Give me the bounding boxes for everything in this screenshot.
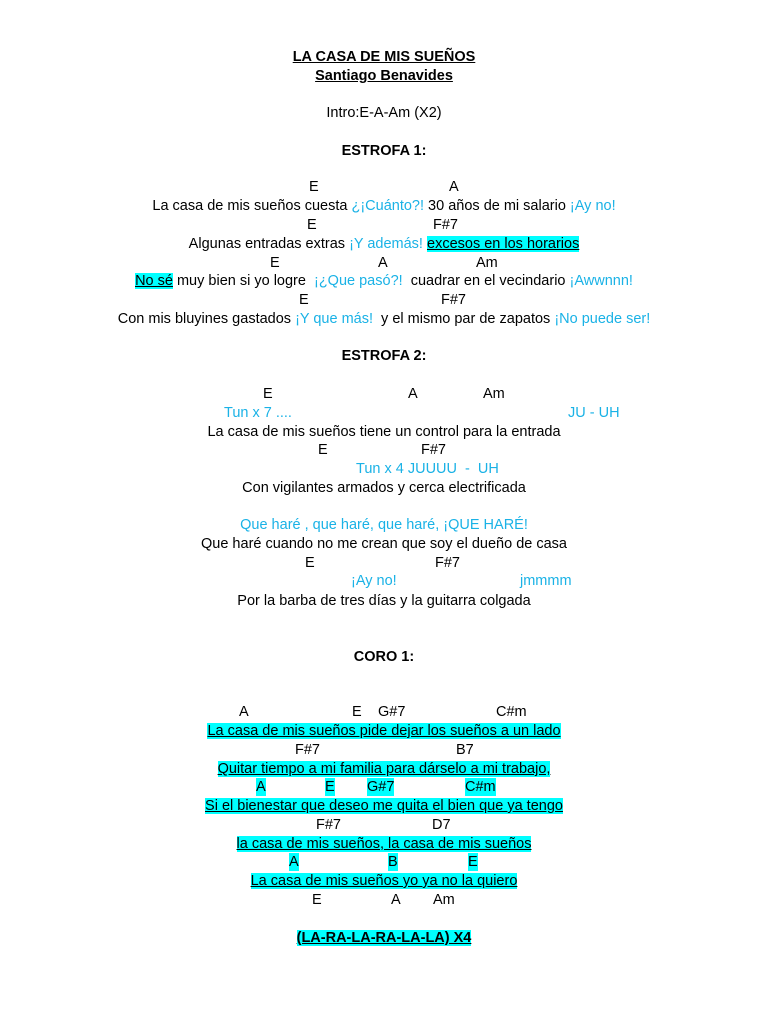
chord: A (408, 386, 418, 402)
chord: E (305, 555, 315, 571)
chord: A (289, 854, 299, 870)
chord: E (309, 179, 319, 195)
chord: D7 (432, 817, 451, 833)
chord: Am (433, 892, 455, 908)
section-heading-estrofa-1: ESTROFA 1: (341, 143, 427, 159)
chord: Am (483, 386, 505, 402)
vocal-cue: Que haré , que haré, que haré, ¡QUE HARÉ! (240, 517, 528, 533)
vocal-cue: jmmmm (520, 573, 572, 589)
lyric-line: La casa de mis sueños tiene un control para la entrada (207, 424, 561, 440)
vocal-cue: Tun x 7 .... (224, 405, 292, 421)
chord: E (352, 704, 362, 720)
song-title: LA CASA DE MIS SUEÑOS (292, 49, 476, 65)
lyric-line: La casa de mis sueños yo ya no la quiero (250, 873, 518, 889)
chord: F#7 (295, 742, 320, 758)
vocal-cue: ¡Ay no! (351, 573, 397, 589)
chord: F#7 (433, 217, 458, 233)
chord: E (468, 854, 478, 870)
lyric-line: La casa de mis sueños cuesta ¿¡Cuánto?! 30 años de mi salario ¡Ay no! (152, 198, 616, 214)
lyric-line: Si el bienestar que deseo me quita el bien que ya tengo (205, 798, 563, 814)
chord: A (239, 704, 249, 720)
lyric-line: No sé muy bien si yo logre ¡¿Que pasó?! cuadrar en el vecindario ¡Awwnnn! (135, 273, 633, 289)
intro-line: Intro:E-A-Am (X2) (326, 105, 442, 121)
chord: B (388, 854, 398, 870)
chord: G#7 (367, 779, 395, 795)
chord: C#m (465, 779, 496, 795)
section-heading-coro-1: CORO 1: (353, 649, 415, 665)
chord: G#7 (378, 704, 406, 720)
song-artist: Santiago Benavides (315, 68, 453, 84)
chord: C#m (496, 704, 527, 720)
lyric-line: Por la barba de tres días y la guitarra colgada (237, 593, 531, 609)
chord: F#7 (435, 555, 460, 571)
outro-line: (LA-RA-LA-RA-LA-LA) X4 (296, 930, 472, 946)
section-heading-estrofa-2: ESTROFA 2: (341, 348, 427, 364)
chord: E (312, 892, 322, 908)
lyric-line: Algunas entradas extras ¡Y además! excesos en los horarios (188, 236, 580, 252)
chord: E (307, 217, 317, 233)
chord: B7 (456, 742, 474, 758)
lyric-line: Con vigilantes armados y cerca electrificada (242, 480, 526, 496)
chord: A (449, 179, 459, 195)
chord: F#7 (441, 292, 466, 308)
lyric-line: Quitar tiempo a mi familia para dárselo a mi trabajo, (217, 761, 551, 777)
lyric-line: Que haré cuando no me crean que soy el dueño de casa (201, 536, 567, 552)
chord: F#7 (316, 817, 341, 833)
chord: E (270, 255, 280, 271)
lyric-line: la casa de mis sueños, la casa de mis sueños (236, 836, 532, 852)
lyric-line: Con mis bluyines gastados ¡Y que más! y el mismo par de zapatos ¡No puede ser! (117, 311, 651, 327)
chord: A (391, 892, 401, 908)
lyric-line: La casa de mis sueños pide dejar los sueños a un lado (207, 723, 561, 739)
chord: E (318, 442, 328, 458)
vocal-cue: Tun x 4 JUUUU - UH (356, 461, 499, 477)
chord: E (263, 386, 273, 402)
chord: A (256, 779, 266, 795)
chord: E (325, 779, 335, 795)
chord: A (378, 255, 388, 271)
chord: Am (476, 255, 498, 271)
chord: F#7 (421, 442, 446, 458)
vocal-cue: JU - UH (568, 405, 620, 421)
chord: E (299, 292, 309, 308)
